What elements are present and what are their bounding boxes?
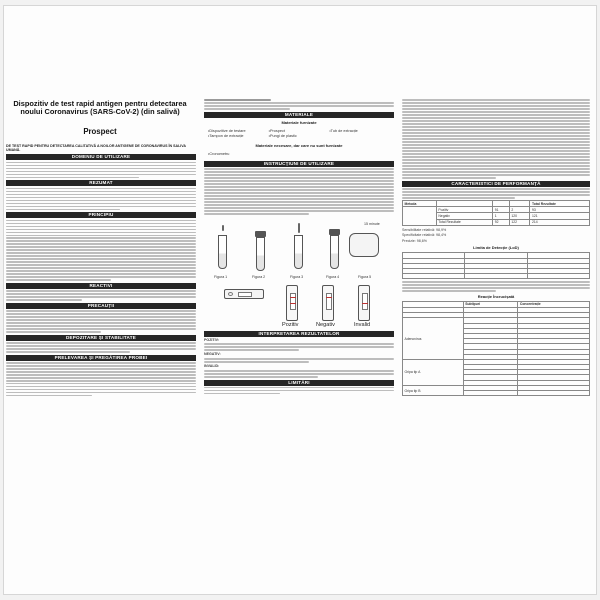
text-block [6,310,196,332]
figure-label: Figura 4 [326,274,340,279]
figure-label: Figura 5 [358,274,372,279]
cap-icon [255,231,266,237]
figure-label: Figura 1 [214,274,228,279]
text-block [402,99,590,178]
table-header: Subtipuri [463,301,518,307]
figure-label: Figura 3 [290,274,304,279]
tube-icon [330,235,339,269]
table-row: Gripa tip B [403,385,590,390]
interpretation-positive: POZITIV: [204,337,219,342]
interpretation-invalid: INVALID: [204,364,220,369]
section-materials: MATERIALE [204,112,394,118]
material-item: • Dispozitive de testare [208,129,269,134]
text-block [204,343,394,351]
column-middle [204,98,394,594]
text-block [204,387,394,395]
tube-icon [294,235,303,269]
text-block [402,188,590,199]
section-principle: PRINCIPIU [6,212,196,218]
drop-icon [222,225,224,231]
table-row: Adenovirus [403,318,590,323]
section-performance: CARACTERISTICI DE PERFORMANȚĂ [402,181,590,187]
table-row: Negativ 1 120 121 [403,213,590,219]
table-row [403,274,590,279]
text-block [6,342,196,353]
section-limitations: LIMITĂRI [204,380,394,386]
section-reagents: REACTIVI [6,283,196,289]
result-label: Invalid [354,321,371,328]
tube-icon [256,237,265,271]
result-negative-strip [322,285,334,321]
tube-icon [218,235,227,269]
cross-reactivity-heading: Reacție Încrucișată [477,293,515,299]
result-label: Pozitiv [282,321,299,328]
materials-required-list [204,150,394,159]
table-row: Pozitiv 91 2 93 [403,207,590,213]
text-block [6,188,196,210]
performance-table [402,200,590,226]
text-block [402,281,590,292]
text-block [6,362,196,396]
materials-provided-label: Materiale furnizate [281,119,317,125]
result-label: Negativ [316,321,335,328]
table-header: Metoda [403,201,437,207]
material-item: • Tampon de extracție [208,134,269,139]
text-block [204,358,394,363]
material-item: • Tub de extracție [329,129,390,134]
test-cassette-icon [224,289,264,299]
material-item: • Cronometru [208,152,269,157]
kit-icon [349,233,379,257]
swab-icon [298,223,300,233]
section-precautions: PRECAUȚII [6,303,196,309]
table-row: Gripa tip A [403,359,590,364]
table-header: Total Rezultate [530,201,590,207]
timer-label: 15 minute [364,221,380,226]
section-summary: REZUMAT [6,180,196,186]
table-header: Concentrație [518,301,590,307]
materials-provided-list [204,127,394,141]
procedure-illustration [204,219,394,327]
figure-label: Figura 2 [252,274,266,279]
cross-reactivity-table [402,301,590,396]
table-row: Total Rezultate 92 122 214 [403,219,590,225]
result-positive-strip [286,285,298,321]
column-left [6,96,196,594]
intro-text: DE TEST RAPID PENTRU DETECTAREA CALITATIVĂ A NOILOR ANTIGENE DE CORONAVIRUS ÎN SALIVA UMANĂ. [6,144,186,153]
column-right [402,98,590,594]
section-intended-use: DOMENIU DE UTILIZARE [6,154,196,160]
section-instructions: INSTRUCȚIUNI DE UTILIZARE [204,161,394,167]
material-item: • Prospect [269,129,330,134]
materials-required-label: Materiale necesare, dar care nu sunt furnizate [255,142,343,148]
stat-line: Precizie: 98,6% [402,239,427,244]
section-specimen: PRELEVAREA ȘI PREGĂTIREA PROBEI [6,355,196,361]
section-interpretation: INTERPRETAREA REZULTATELOR [204,331,394,337]
document-title: Dispozitiv de test rapid antigen pentru detectarea noului Coronavirus (SARS-CoV-2) (din salivă) [13,99,187,117]
stat-line: Specificitate relativă: 98,4% [402,233,447,238]
document-subtitle: Prospect [83,127,117,136]
interpretation-negative: NEGATIV: [204,352,221,357]
stat-line: Sensibilitate relativă: 98,9% [402,227,447,232]
text-block [204,168,394,214]
cap-icon [329,229,340,235]
result-invalid-strip [358,285,370,321]
lod-table [402,252,590,279]
material-item: • Pungi de plastic [269,134,330,139]
text-block [6,290,196,301]
text-block [204,99,394,110]
text-block [204,370,394,378]
lod-heading: Limita de Detecție (LoD) [473,245,519,251]
section-storage: DEPOZITARE ȘI STABILITATE [6,335,196,341]
text-block [6,220,196,281]
text-block [6,162,196,179]
